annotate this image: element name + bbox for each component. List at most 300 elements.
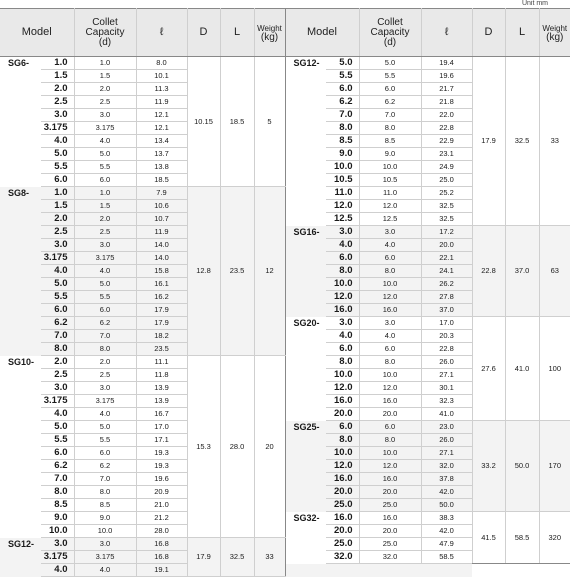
ell-cell: 41.0	[421, 408, 472, 421]
model-size: 8.0	[325, 265, 359, 278]
model-size: 8.5	[40, 499, 74, 512]
table-row	[0, 317, 570, 330]
model-prefix	[285, 148, 325, 161]
model-size: 16.0	[325, 304, 359, 317]
model-prefix	[285, 486, 325, 499]
model-prefix	[285, 460, 325, 473]
model-prefix	[285, 369, 325, 382]
table-row	[0, 421, 570, 434]
ell-cell: 13.7	[136, 148, 187, 161]
collet-capacity-cell: 20.0	[359, 408, 421, 421]
collet-capacity-cell: 6.0	[359, 421, 421, 434]
collet-capacity-cell: 32.0	[359, 551, 421, 564]
collet-capacity-cell: 12.5	[359, 213, 421, 226]
ell-cell: 22.0	[421, 109, 472, 122]
model-size: 4.0	[325, 239, 359, 252]
weight-cell: 63	[539, 226, 570, 317]
header-ell-right: ℓ	[421, 9, 472, 57]
model-size: 7.0	[40, 473, 74, 486]
collet-capacity-cell: 2.0	[74, 356, 136, 369]
model-size: 5.0	[40, 421, 74, 434]
header-row	[0, 9, 570, 57]
empty-cell	[421, 564, 472, 577]
ell-cell: 32.5	[421, 213, 472, 226]
length-l-cell: 37.0	[505, 226, 539, 317]
model-size: 4.0	[325, 330, 359, 343]
header-collet-capacity-left	[74, 9, 136, 57]
model-prefix	[0, 434, 40, 447]
ell-cell: 11.8	[136, 369, 187, 382]
unit-label: Unit mm	[521, 0, 548, 7]
collet-capacity-cell: 3.175	[74, 252, 136, 265]
model-size: 3.0	[40, 382, 74, 395]
model-prefix	[0, 148, 40, 161]
weight-cell: 33	[539, 57, 570, 226]
ell-cell: 15.8	[136, 265, 187, 278]
model-size: 3.0	[40, 109, 74, 122]
collet-capacity-cell: 2.0	[74, 213, 136, 226]
model-prefix	[0, 551, 40, 564]
header-weight-line1: Weight	[257, 23, 282, 33]
model-prefix	[285, 330, 325, 343]
ell-cell: 42.0	[421, 525, 472, 538]
model-size: 25.0	[325, 538, 359, 551]
model-prefix	[285, 538, 325, 551]
diameter-d-cell: 15.3	[187, 356, 220, 538]
collet-capacity-cell: 10.0	[359, 369, 421, 382]
model-prefix	[0, 460, 40, 473]
collet-capacity-cell: 9.0	[74, 512, 136, 525]
model-size: 10.0	[325, 369, 359, 382]
model-prefix	[285, 200, 325, 213]
model-prefix	[285, 252, 325, 265]
ell-cell: 22.9	[421, 135, 472, 148]
model-prefix	[0, 512, 40, 525]
model-size: 12.5	[325, 213, 359, 226]
diameter-d-cell: 41.5	[472, 512, 505, 564]
table-row	[0, 57, 570, 70]
ell-cell: 20.0	[421, 239, 472, 252]
model-size: 4.0	[40, 135, 74, 148]
model-prefix	[0, 499, 40, 512]
model-prefix	[0, 382, 40, 395]
model-size: 10.5	[325, 174, 359, 187]
model-size: 20.0	[325, 486, 359, 499]
model-prefix	[0, 200, 40, 213]
diameter-d-cell: 12.8	[187, 187, 220, 356]
weight-cell: 33	[254, 538, 285, 577]
collet-capacity-cell: 2.5	[74, 226, 136, 239]
model-prefix: SG32-	[285, 512, 325, 525]
collet-capacity-cell: 1.5	[74, 200, 136, 213]
model-size: 6.0	[325, 343, 359, 356]
collet-capacity-cell: 12.0	[359, 460, 421, 473]
model-prefix: SG25-	[285, 421, 325, 434]
ell-cell: 23.0	[421, 421, 472, 434]
model-prefix	[285, 83, 325, 96]
header-ell-left: ℓ	[136, 9, 187, 57]
collet-capacity-cell: 4.0	[74, 135, 136, 148]
collet-capacity-cell: 16.0	[359, 304, 421, 317]
model-prefix	[285, 434, 325, 447]
model-prefix	[285, 304, 325, 317]
ell-cell: 32.0	[421, 460, 472, 473]
model-prefix	[285, 109, 325, 122]
ell-cell: 17.1	[136, 434, 187, 447]
model-size: 4.0	[40, 408, 74, 421]
model-prefix	[0, 122, 40, 135]
model-prefix	[0, 226, 40, 239]
model-size: 3.0	[40, 239, 74, 252]
model-size: 6.0	[40, 174, 74, 187]
ell-cell: 26.0	[421, 434, 472, 447]
model-size: 8.0	[325, 122, 359, 135]
model-prefix	[0, 174, 40, 187]
ell-cell: 16.1	[136, 278, 187, 291]
collet-capacity-cell: 3.0	[74, 382, 136, 395]
model-size: 3.175	[40, 122, 74, 135]
collet-capacity-cell: 6.2	[74, 460, 136, 473]
collet-capacity-cell: 5.5	[74, 291, 136, 304]
collet-capacity-cell: 5.0	[359, 57, 421, 70]
collet-capacity-cell: 4.0	[74, 265, 136, 278]
ell-cell: 10.7	[136, 213, 187, 226]
ell-cell: 18.5	[136, 174, 187, 187]
model-prefix	[285, 525, 325, 538]
collet-capacity-cell: 8.0	[359, 356, 421, 369]
model-size: 6.0	[40, 304, 74, 317]
model-prefix	[0, 252, 40, 265]
weight-cell: 320	[539, 512, 570, 564]
collet-capacity-cell: 12.0	[359, 291, 421, 304]
model-prefix	[285, 343, 325, 356]
ell-cell: 27.1	[421, 369, 472, 382]
ell-cell: 17.9	[136, 304, 187, 317]
ell-cell: 19.1	[136, 564, 187, 577]
model-prefix	[285, 135, 325, 148]
collet-capacity-cell: 16.0	[359, 395, 421, 408]
model-size: 5.5	[40, 434, 74, 447]
ell-cell: 26.2	[421, 278, 472, 291]
ell-cell: 14.0	[136, 252, 187, 265]
collet-capacity-cell: 7.0	[74, 330, 136, 343]
ell-cell: 17.0	[421, 317, 472, 330]
model-prefix	[285, 278, 325, 291]
ell-cell: 7.9	[136, 187, 187, 200]
model-size: 7.0	[40, 330, 74, 343]
ell-cell: 14.0	[136, 239, 187, 252]
length-l-cell: 28.0	[220, 356, 254, 538]
diameter-d-cell: 17.9	[472, 57, 505, 226]
model-size: 5.0	[325, 57, 359, 70]
header-model-right: Model	[285, 9, 359, 57]
ell-cell: 42.0	[421, 486, 472, 499]
length-l-cell: 41.0	[505, 317, 539, 421]
header-l-right: L	[505, 9, 539, 57]
ell-cell: 19.3	[136, 447, 187, 460]
ell-cell: 21.2	[136, 512, 187, 525]
collet-capacity-cell: 25.0	[359, 499, 421, 512]
model-prefix	[285, 174, 325, 187]
header-weight-left	[254, 9, 285, 57]
header-d-left: D	[187, 9, 220, 57]
collet-capacity-cell: 8.0	[359, 122, 421, 135]
ell-cell: 21.8	[421, 96, 472, 109]
model-size: 3.0	[325, 317, 359, 330]
ell-cell: 30.1	[421, 382, 472, 395]
diameter-d-cell: 10.15	[187, 57, 220, 187]
length-l-cell: 32.5	[505, 57, 539, 226]
ell-cell: 25.0	[421, 174, 472, 187]
ell-cell: 22.1	[421, 252, 472, 265]
model-prefix	[0, 83, 40, 96]
empty-cell	[285, 564, 325, 577]
collet-capacity-cell: 5.5	[74, 434, 136, 447]
model-prefix: SG12-	[0, 538, 40, 551]
collet-capacity-cell: 12.0	[359, 200, 421, 213]
model-prefix	[0, 291, 40, 304]
model-size: 8.0	[40, 343, 74, 356]
length-l-cell: 32.5	[220, 538, 254, 577]
model-prefix: SG6-	[8, 58, 30, 68]
model-size: 16.0	[325, 395, 359, 408]
collet-capacity-cell: 5.5	[74, 161, 136, 174]
model-size: 6.2	[325, 96, 359, 109]
ell-cell: 13.8	[136, 161, 187, 174]
model-size: 12.0	[325, 382, 359, 395]
header-weight-line2: (kg)	[260, 31, 279, 43]
model-size: 6.2	[40, 317, 74, 330]
model-size: 2.0	[40, 213, 74, 226]
model-prefix	[0, 564, 40, 577]
collet-capacity-cell: 7.0	[359, 109, 421, 122]
table-row	[0, 564, 570, 577]
collet-capacity-cell: 20.0	[359, 486, 421, 499]
header-collet-line1: Collet	[377, 16, 403, 28]
ell-cell: 16.7	[136, 408, 187, 421]
weight-cell: 20	[254, 356, 285, 538]
ell-cell: 37.0	[421, 304, 472, 317]
collet-capacity-cell: 5.0	[74, 148, 136, 161]
model-size: 12.0	[325, 200, 359, 213]
ell-cell: 8.0	[136, 57, 187, 70]
model-prefix	[0, 161, 40, 174]
ell-cell: 11.1	[136, 356, 187, 369]
model-size: 5.5	[40, 291, 74, 304]
length-l-cell: 18.5	[220, 57, 254, 187]
model-prefix	[285, 70, 325, 83]
diameter-d-cell: 27.6	[472, 317, 505, 421]
table-row	[0, 512, 570, 525]
header-collet-line2: Capacity	[370, 26, 410, 38]
header-weight-right	[539, 9, 570, 57]
header-collet-line2: Capacity	[85, 26, 125, 38]
model-size: 3.0	[325, 226, 359, 239]
model-size: 32.0	[325, 551, 359, 564]
model-size: 2.5	[40, 96, 74, 109]
model-prefix: SG20-	[285, 317, 325, 330]
collet-capacity-cell: 8.0	[74, 343, 136, 356]
model-size: 6.0	[325, 252, 359, 265]
ell-cell: 24.1	[421, 265, 472, 278]
ell-cell: 19.3	[136, 460, 187, 473]
model-size: 6.0	[325, 83, 359, 96]
collet-capacity-cell: 6.0	[74, 304, 136, 317]
model-prefix	[285, 239, 325, 252]
model-prefix	[0, 278, 40, 291]
model-size: 8.5	[325, 135, 359, 148]
header-collet-line1: Collet	[92, 16, 118, 28]
collet-capacity-cell: 2.5	[74, 96, 136, 109]
model-prefix	[285, 382, 325, 395]
collet-capacity-cell: 5.5	[359, 70, 421, 83]
model-prefix	[285, 499, 325, 512]
table-row	[0, 226, 570, 239]
ell-cell: 17.2	[421, 226, 472, 239]
length-l-cell: 50.0	[505, 421, 539, 512]
ell-cell: 23.1	[421, 148, 472, 161]
model-prefix	[0, 239, 40, 252]
empty-cell	[325, 564, 359, 577]
model-prefix	[285, 551, 325, 564]
collet-capacity-cell: 5.0	[74, 278, 136, 291]
ell-cell: 21.7	[421, 83, 472, 96]
model-prefix	[0, 109, 40, 122]
model-prefix	[285, 291, 325, 304]
collet-capacity-cell: 3.175	[74, 551, 136, 564]
model-prefix	[0, 330, 40, 343]
model-prefix: SG8-	[0, 187, 40, 200]
ell-cell: 47.9	[421, 538, 472, 551]
model-size: 3.0	[40, 538, 74, 551]
ell-cell: 16.2	[136, 291, 187, 304]
model-prefix	[0, 447, 40, 460]
model-size: 11.0	[325, 187, 359, 200]
ell-cell: 25.2	[421, 187, 472, 200]
collet-capacity-cell: 6.2	[359, 96, 421, 109]
model-size: 12.0	[325, 291, 359, 304]
ell-cell: 37.8	[421, 473, 472, 486]
weight-cell: 5	[254, 57, 285, 187]
header-collet-capacity-right	[359, 9, 421, 57]
collet-capacity-cell: 6.2	[74, 317, 136, 330]
ell-cell: 10.1	[136, 70, 187, 83]
ell-cell: 13.4	[136, 135, 187, 148]
ell-cell: 19.6	[136, 473, 187, 486]
model-size: 8.0	[325, 434, 359, 447]
collet-capacity-cell: 10.0	[359, 278, 421, 291]
collet-capacity-cell: 3.0	[74, 538, 136, 551]
header-collet-line3: (d)	[98, 36, 112, 48]
ell-cell: 10.6	[136, 200, 187, 213]
collet-capacity-cell: 10.0	[359, 447, 421, 460]
collet-capacity-cell: 8.5	[359, 135, 421, 148]
ell-cell: 20.9	[136, 486, 187, 499]
model-prefix: SG12-	[293, 58, 320, 68]
model-size: 4.0	[40, 564, 74, 577]
model-size: 5.5	[40, 161, 74, 174]
collet-capacity-cell: 11.0	[359, 187, 421, 200]
collet-capacity-cell: 20.0	[359, 525, 421, 538]
ell-cell: 26.0	[421, 356, 472, 369]
model-size: 6.0	[325, 421, 359, 434]
collet-capacity-cell: 16.0	[359, 512, 421, 525]
ell-cell: 20.3	[421, 330, 472, 343]
collet-capacity-cell: 4.0	[74, 408, 136, 421]
collet-capacity-cell: 1.5	[74, 70, 136, 83]
ell-cell: 16.8	[136, 551, 187, 564]
collet-capacity-cell: 5.0	[74, 421, 136, 434]
collet-capacity-cell: 10.0	[74, 525, 136, 538]
collet-capacity-cell: 8.5	[74, 499, 136, 512]
model-size: 3.175	[40, 395, 74, 408]
ell-cell: 17.0	[136, 421, 187, 434]
collet-capacity-cell: 2.0	[74, 83, 136, 96]
collet-capacity-cell: 7.0	[74, 473, 136, 486]
model-prefix	[285, 356, 325, 369]
model-prefix	[0, 395, 40, 408]
model-prefix	[0, 265, 40, 278]
model-size: 1.0	[40, 57, 74, 70]
header-weight-line2: (kg)	[546, 31, 564, 43]
model-size: 20.0	[325, 525, 359, 538]
diameter-d-cell: 17.9	[187, 538, 220, 577]
weight-cell: 100	[539, 317, 570, 421]
collet-capacity-cell: 3.175	[74, 122, 136, 135]
header-d-right: D	[472, 9, 505, 57]
model-prefix	[0, 96, 40, 109]
model-prefix	[285, 96, 325, 109]
model-prefix	[0, 421, 40, 434]
model-size: 5.0	[40, 278, 74, 291]
ell-cell: 28.0	[136, 525, 187, 538]
ell-cell: 38.3	[421, 512, 472, 525]
model-size: 2.0	[40, 83, 74, 96]
collet-capacity-cell: 8.0	[359, 265, 421, 278]
ell-cell: 11.3	[136, 83, 187, 96]
model-prefix	[0, 213, 40, 226]
model-prefix	[0, 486, 40, 499]
collet-capacity-cell: 16.0	[359, 473, 421, 486]
collet-capacity-cell: 10.5	[359, 174, 421, 187]
ell-cell: 13.9	[136, 382, 187, 395]
model-prefix	[0, 473, 40, 486]
collet-capacity-cell: 1.0	[74, 57, 136, 70]
collet-capacity-cell: 25.0	[359, 538, 421, 551]
ell-cell: 13.9	[136, 395, 187, 408]
ell-cell: 32.5	[421, 200, 472, 213]
model-prefix	[0, 369, 40, 382]
model-prefix	[0, 408, 40, 421]
collet-capacity-cell: 3.175	[74, 395, 136, 408]
model-size: 12.0	[325, 460, 359, 473]
model-size: 16.0	[325, 512, 359, 525]
model-prefix	[0, 304, 40, 317]
ell-cell: 19.6	[421, 70, 472, 83]
diameter-d-cell: 22.8	[472, 226, 505, 317]
collet-capacity-cell: 3.0	[359, 317, 421, 330]
collet-capacity-cell: 6.0	[74, 447, 136, 460]
collet-capacity-cell: 9.0	[359, 148, 421, 161]
collet-capacity-cell: 4.0	[359, 239, 421, 252]
model-size: 2.0	[40, 356, 74, 369]
model-size: 4.0	[40, 265, 74, 278]
model-prefix	[285, 213, 325, 226]
ell-cell: 58.5	[421, 551, 472, 564]
model-size: 5.0	[40, 148, 74, 161]
ell-cell: 24.9	[421, 161, 472, 174]
model-size: 8.0	[325, 356, 359, 369]
